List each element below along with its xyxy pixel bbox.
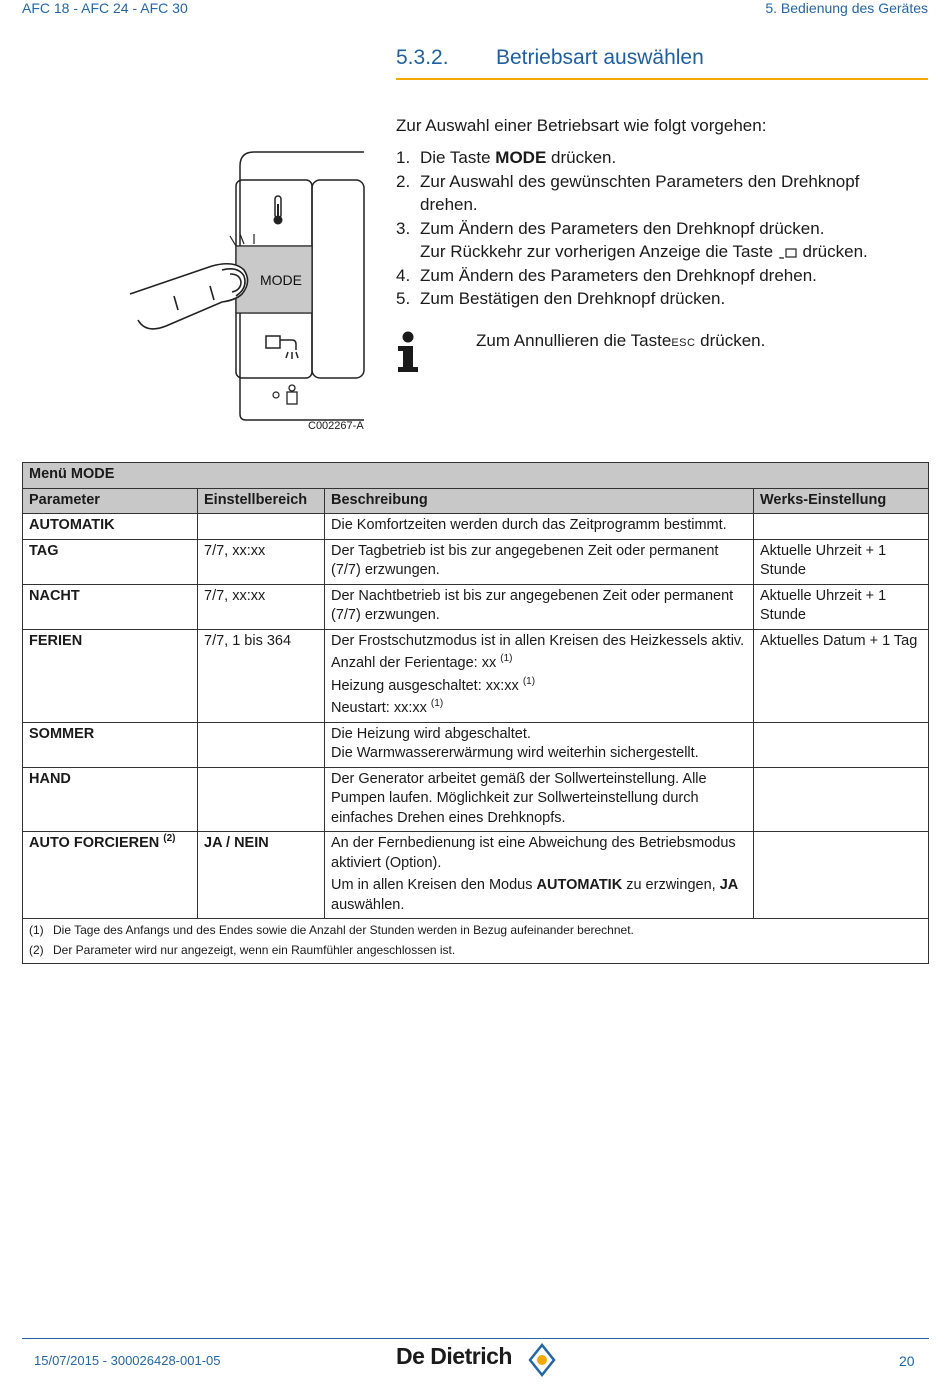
brand-logo-text: De Dietrich bbox=[396, 1343, 512, 1369]
info-note: Zum Annullieren die TasteESC drücken. bbox=[476, 331, 766, 350]
info-icon bbox=[396, 331, 420, 373]
list-item: 4. Zum Ändern des Parameters den Drehknopf drehen. bbox=[396, 265, 817, 285]
table-title: Menü MODE bbox=[23, 463, 929, 489]
table-row: SOMMER Die Heizung wird abgeschaltet. Die Warmwassererwärmung wird weiterhin sichergestellt. bbox=[23, 722, 929, 767]
table-row: AUTOMATIK Die Komfortzeiten werden durch das Zeitprogramm bestimmt. bbox=[23, 514, 929, 540]
brand-diamond-icon bbox=[528, 1343, 556, 1377]
list-item: 3. Zum Ändern des Parameters den Drehknopf drücken. Zur Rückkehr zur vorherigen Anzeige die Taste drücken. bbox=[396, 218, 868, 261]
table-row: NACHT 7/7, xx:xx Der Nachtbetrieb ist bis zur angegebenen Zeit oder permanent (7/7) erzwungen. Aktuelle Uhrzeit + 1 Stunde bbox=[23, 584, 929, 629]
table-row: TAG 7/7, xx:xx Der Tagbetrieb ist bis zur angegebenen Zeit oder permanent (7/7) erzwungen. Aktuelle Uhrzeit + 1 Stunde bbox=[23, 539, 929, 584]
indicator-led-icon bbox=[273, 392, 279, 398]
thermometer-icon bbox=[274, 196, 283, 225]
list-item: 5. Zum Bestätigen den Drehknopf drücken. bbox=[396, 289, 726, 308]
footnote-1: (1) Die Tage des Anfangs und des Endes sowie die Anzahl der Stunden werden in Bezug aufeinander berechnet. bbox=[29, 923, 634, 937]
section-number: 5.3.2. bbox=[396, 46, 449, 69]
col-header-description: Beschreibung bbox=[325, 488, 754, 514]
header-doc-title: AFC 18 - AFC 24 - AFC 30 bbox=[22, 0, 188, 16]
col-header-parameter: Parameter bbox=[23, 488, 198, 514]
list-item: 2. Zur Auswahl des gewünschten Parameters den Drehknopf drehen. bbox=[396, 171, 860, 214]
footnote-2: (2) Der Parameter wird nur angezeigt, wenn ein Raumfühler angeschlossen ist. bbox=[29, 942, 456, 957]
mode-button-label: MODE bbox=[260, 272, 302, 288]
footer-rule bbox=[22, 1338, 929, 1339]
esc-key-label: ESC bbox=[671, 337, 696, 349]
col-header-range: Einstellbereich bbox=[198, 488, 325, 514]
list-item: 1. Die Taste MODE drücken. bbox=[396, 148, 617, 167]
page-number: 20 bbox=[899, 1353, 915, 1369]
table-header-row bbox=[23, 488, 929, 514]
mode-button-illustration bbox=[126, 148, 366, 430]
table-row: AUTO FORCIEREN $^{(2)}$ JA / NEIN An der Fernbedienung ist eine Abweichung des Betriebsmodus aktiviert (Option). Um in allen Kreisen den Modus AUTOMATIK zu erzwingen, JA auswählen. bbox=[23, 832, 929, 919]
section-rule bbox=[396, 78, 928, 80]
section-title: Betriebsart auswählen bbox=[496, 46, 704, 69]
return-key-icon bbox=[778, 247, 798, 259]
footer-doc-number: 15/07/2015 - 300026428-001-05 bbox=[34, 1353, 221, 1368]
col-header-default: Werks-Einstellung bbox=[754, 488, 929, 514]
figure-code: C002267-A bbox=[308, 420, 364, 432]
chimney-sweep-icon bbox=[287, 385, 297, 404]
table-row: HAND Der Generator arbeitet gemäß der Sollwerteinstellung. Alle Pumpen laufen. Möglichkeit zur Sollwerteinstellung durch einfaches Drehen eines Drehknopfs. bbox=[23, 767, 929, 832]
table-footnotes bbox=[23, 919, 929, 964]
mode-menu-table bbox=[22, 462, 929, 964]
finger-icon bbox=[130, 264, 248, 329]
steps-list bbox=[396, 146, 916, 311]
header-chapter: 5. Bedienung des Gerätes bbox=[765, 0, 928, 16]
tap-icon bbox=[266, 336, 298, 359]
press-lines-icon bbox=[230, 234, 254, 246]
intro-text: Zur Auswahl einer Betriebsart wie folgt vorgehen: bbox=[396, 116, 767, 135]
table-row: FERIEN 7/7, 1 bis 364 Der Frostschutzmodus ist in allen Kreisen des Heizkessels aktiv. Anzahl der Ferientage: xx $^{(1)}$ Heizung ausgeschaltet: xx:xx $^{(1)}$ Neustart: xx:xx $^{(1)}$ Aktuelles Datum + 1 Tag bbox=[23, 629, 929, 722]
